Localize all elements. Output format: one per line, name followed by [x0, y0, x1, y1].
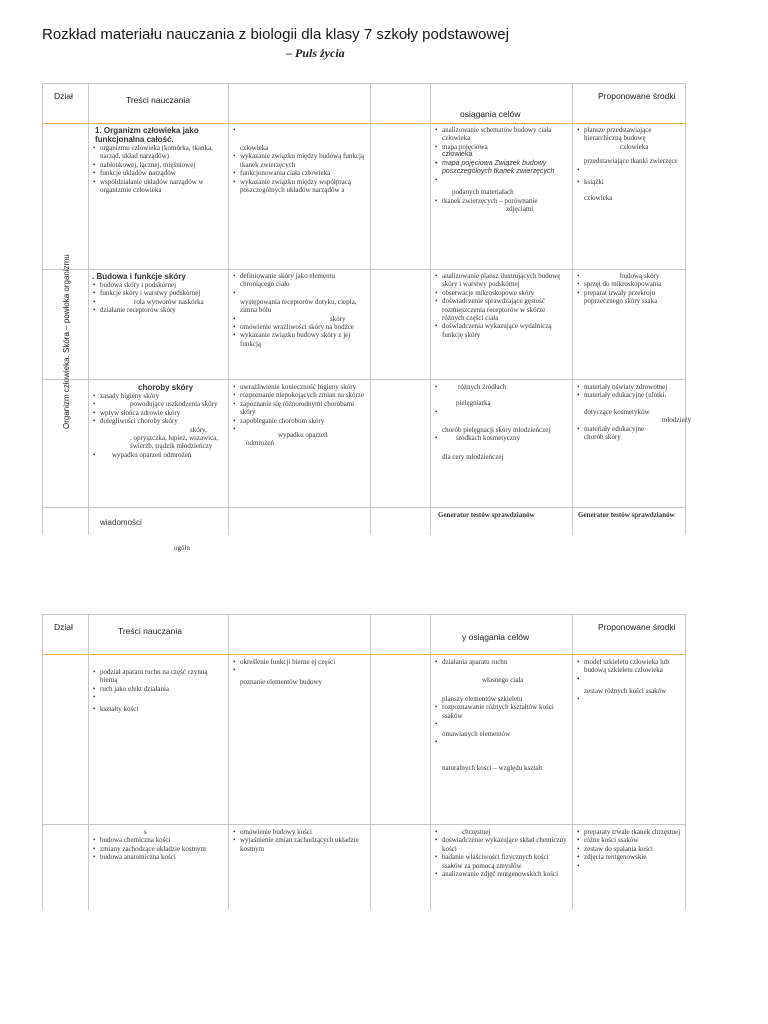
list-item: chorób skóry	[584, 433, 621, 442]
list-item: • zestaw różnych kości ssaków	[584, 675, 682, 695]
list-item: • zapobieganie chorobom skóry	[240, 417, 366, 425]
list-item: • doświadczenie wykazujące skład chemiczny kości	[442, 836, 568, 853]
list-item: • wpływ słońca zdrowie skóry	[100, 409, 224, 417]
header-dzial: Dział	[54, 622, 73, 632]
list-item: • analizowanie zdjęć rentgenowskich kości	[442, 870, 568, 878]
list-item: • działanie receptorów skóry	[100, 306, 224, 314]
list-item: • współdziałanie układów narządów w organizmie człowieka	[100, 178, 224, 195]
list-item: • budową skóry	[584, 272, 682, 280]
row1-cele	[232, 126, 366, 194]
list-item: • wykazanie związku między współpracą poszczególnych układów narządów a	[240, 178, 366, 195]
row2-heading: . Budowa i funkcje skóry	[92, 272, 186, 281]
t2-row2-cele	[232, 828, 366, 853]
t2-row1-metody	[434, 658, 568, 773]
list-item: • doświadczenie sprawdzające gęstość rozmieszczenia receptorów w skórze różnych części ciała	[442, 297, 568, 322]
list-item: • funkcje układów narządów	[100, 169, 224, 177]
table-1	[42, 83, 692, 535]
list-item: • mapa pojęciowa Związek budowy poszczególnych tkanek zwierzęcych	[442, 160, 568, 177]
footer-fragment: ogóln	[174, 544, 190, 552]
list-item: • preparat trwały przekroju poprzecznego skóry ssaka	[584, 289, 682, 306]
document-subtitle: – Puls życia	[286, 46, 345, 60]
row2-srodki	[576, 272, 682, 306]
list-item: • podział aparatu ruchu na część czynną bierną	[100, 668, 224, 685]
header-osiagania: osiągania celów	[460, 109, 521, 119]
list-item: • materiały edukacyjne	[584, 425, 682, 433]
list-item: • omówienie wrażliwości skóry na bodźce	[240, 323, 366, 331]
list-item: • skóry	[240, 315, 366, 323]
row4-tresci: wiadomości	[100, 518, 142, 527]
list-item: • zapoznanie się różnorodnymi chorobami skóry	[240, 400, 366, 417]
list-item: planszy elementów szkieletu	[442, 694, 523, 703]
list-item: • sprzęt do mikroskopowania	[584, 280, 682, 288]
list-item	[100, 693, 224, 705]
list-item: organizmu człowieka (komórka, tkanka, narząd, układ narządów)	[100, 144, 213, 161]
list-item	[442, 176, 568, 188]
list-item: • uwrażliwienie konieczność higieny skóry	[240, 383, 366, 391]
table-2	[42, 614, 686, 910]
list-item: • zestaw do spalania kości	[584, 845, 682, 853]
list-item: • wykazanie związku budowy skóry z jej funkcją	[240, 331, 366, 348]
list-item: człowieka	[240, 144, 269, 152]
list-item: dla cery młodzieńczej	[442, 452, 504, 461]
list-item	[442, 738, 568, 764]
list-item: • tkanek zwierzęcych – porównanie	[442, 197, 568, 205]
document-title: Rozkład materiału nauczania z biologii dla klasy 7 szkoły podstawowej	[42, 26, 509, 43]
row3-heading: choroby skóry	[138, 383, 194, 392]
list-item: • doświadczenia wykazujące wydalniczą funkcję skóry	[442, 322, 568, 339]
list-item: nabłonkowej, łącznej, mięśniowej	[100, 160, 196, 169]
list-item: różnych źródłach	[458, 383, 507, 391]
list-item: • chorób pielęgnacji skóry młodzieńczej	[442, 408, 568, 434]
list-item: • ruch jako efekt działania	[100, 685, 224, 693]
list-item: przedstawiające tkanki zwierzęce	[584, 157, 678, 166]
list-item	[442, 720, 568, 730]
row2-tresci	[92, 272, 224, 315]
row1-metody	[434, 126, 568, 214]
list-item: • zasady higieny skóry	[100, 392, 224, 400]
list-item: • plansze przedstawiające hierarchiczną budowę	[584, 126, 682, 143]
t2-row2-metody	[434, 828, 568, 878]
list-item: dotyczące kosmetyków	[584, 407, 650, 416]
list-item: • określenie funkcji bierne ej części	[240, 658, 366, 666]
list-item: działania aparatu ruchu	[442, 658, 508, 666]
list-item: • analizowanie schematów budowy ciała człowieka	[442, 126, 568, 143]
list-item: • rola wytworów naskórka	[100, 298, 224, 306]
header-srodki: Proponowane środki	[598, 91, 676, 101]
list-item: • rozpoznawanie różnych kształtów kości ssaków	[442, 703, 568, 720]
row2-cele	[232, 272, 366, 348]
list-item: , opryszczka, łupież, wszawica, świerzb, trądzik młodzieńczy	[130, 434, 219, 451]
t2-row1-tresci	[92, 668, 224, 714]
list-item: • książki	[584, 178, 682, 186]
list-item: • model szkieletu człowieka lub budową szkieletu człowieka	[584, 658, 682, 675]
list-item: chrzęstnej	[462, 828, 491, 836]
list-item: • powodujące uszkodzenia skóry	[100, 400, 224, 408]
row4-metody: Generator testów sprawdzianów	[438, 511, 535, 519]
list-item: naturalnych kości – względu kształt	[442, 764, 543, 773]
list-item: • zdjęcia rentgenowskie	[584, 853, 682, 861]
list-item: • kształty kości	[100, 705, 224, 713]
list-item: • mapa pojęciowa	[442, 143, 568, 151]
list-item: • analizowanie plansz ilustrujących budowę skóry i warstwy podskórnej	[442, 272, 568, 289]
list-item: • wykazanie związku między budową funkcją tkanek zwierzęcych	[240, 152, 366, 169]
list-item: człowieka	[584, 194, 613, 203]
t2-row2-tresci	[92, 828, 224, 862]
list-item: • dolegliwości choroby skóry	[100, 417, 224, 425]
list-item: człowieka	[620, 142, 649, 151]
section-vertical-label: Organizm człowieka. Skóra – powłoka organizmu	[62, 254, 71, 429]
list-item: wypadku oparzeń odmrożeń	[112, 450, 192, 459]
list-item: • materiały edukacyjne (ulotki,	[584, 391, 682, 399]
list-item	[240, 126, 366, 144]
header-osiagania: y osiągania celów	[462, 632, 530, 642]
row3-tresci	[92, 383, 224, 459]
row-fragment: s	[144, 828, 147, 836]
row2-metody	[434, 272, 568, 339]
header-dzial: Dział	[54, 91, 73, 101]
list-item: • funkcjonowania ciała człowieka	[240, 169, 366, 177]
t2-row1-cele	[232, 658, 366, 687]
list-item: środkach kosmetyczny	[456, 434, 520, 443]
list-item: własnego ciała	[482, 676, 524, 685]
row4-srodki: Generator testów sprawdzianów	[578, 511, 675, 519]
list-item: odmrożeń	[246, 439, 274, 448]
list-item: człowieka	[442, 151, 473, 159]
list-item	[584, 166, 682, 178]
list-item: • budowa anatomiczna kości	[100, 853, 224, 861]
row1-tresci	[92, 126, 224, 194]
list-item: • różne kości ssaków	[584, 836, 682, 844]
list-item: • budowa chemiczna kości	[100, 836, 224, 844]
list-item: pielęgniarką	[456, 399, 491, 408]
list-item: podanych materiałach	[452, 188, 514, 197]
list-item: • wypadku oparzeń	[240, 425, 366, 439]
list-item: • funkcje skóry i warstwy podskórnej	[100, 289, 224, 297]
list-item: • poznanie elementów budowy	[240, 666, 366, 686]
t2-row2-srodki	[576, 828, 682, 862]
list-item: • materiały oświaty zdrowotnej	[584, 383, 682, 391]
list-item: • omówienie budowy kości	[240, 828, 366, 836]
list-item: skóry,	[190, 425, 207, 434]
header-tresci: Treści nauczania	[126, 95, 190, 105]
row3-cele	[232, 383, 366, 448]
row1-srodki	[576, 126, 682, 202]
list-item: • rozpoznanie niepokojących zmian na skórze	[240, 391, 366, 399]
list-item: • występowania receptorów dotyku, ciepła, zimna bólu	[240, 289, 366, 315]
list-item: omawianych elementów	[442, 730, 511, 739]
list-item: • preparaty trwałe tkanek chrzęstnej	[584, 828, 682, 836]
list-item: • obserwacje mikroskopowe skóry	[442, 289, 568, 297]
t2-row1-srodki	[576, 658, 682, 695]
row1-heading: 1. Organizm człowieka jako funkcjonalna całość.	[95, 126, 199, 144]
header-tresci: Treści nauczania	[118, 626, 182, 636]
row3-metody	[434, 383, 568, 461]
list-item: • zmiany zachodzące układzie kostnym	[100, 845, 224, 853]
list-item: młodzieży	[662, 416, 692, 425]
header-srodki: Proponowane środki	[598, 622, 676, 632]
list-item: • wyjaśnienie zmian zachodzących układzie kostnym	[240, 836, 366, 853]
list-item: • definiowanie skóry jako elementu chroniącego ciało	[240, 272, 366, 289]
list-item: • budowa skóry i podskórnej	[100, 281, 224, 289]
list-item: zdjęciami	[506, 205, 534, 214]
row3-srodki	[576, 383, 692, 442]
list-item: • badanie właściwości fizycznych kości ssaków za pomocą zmysłów	[442, 853, 568, 870]
